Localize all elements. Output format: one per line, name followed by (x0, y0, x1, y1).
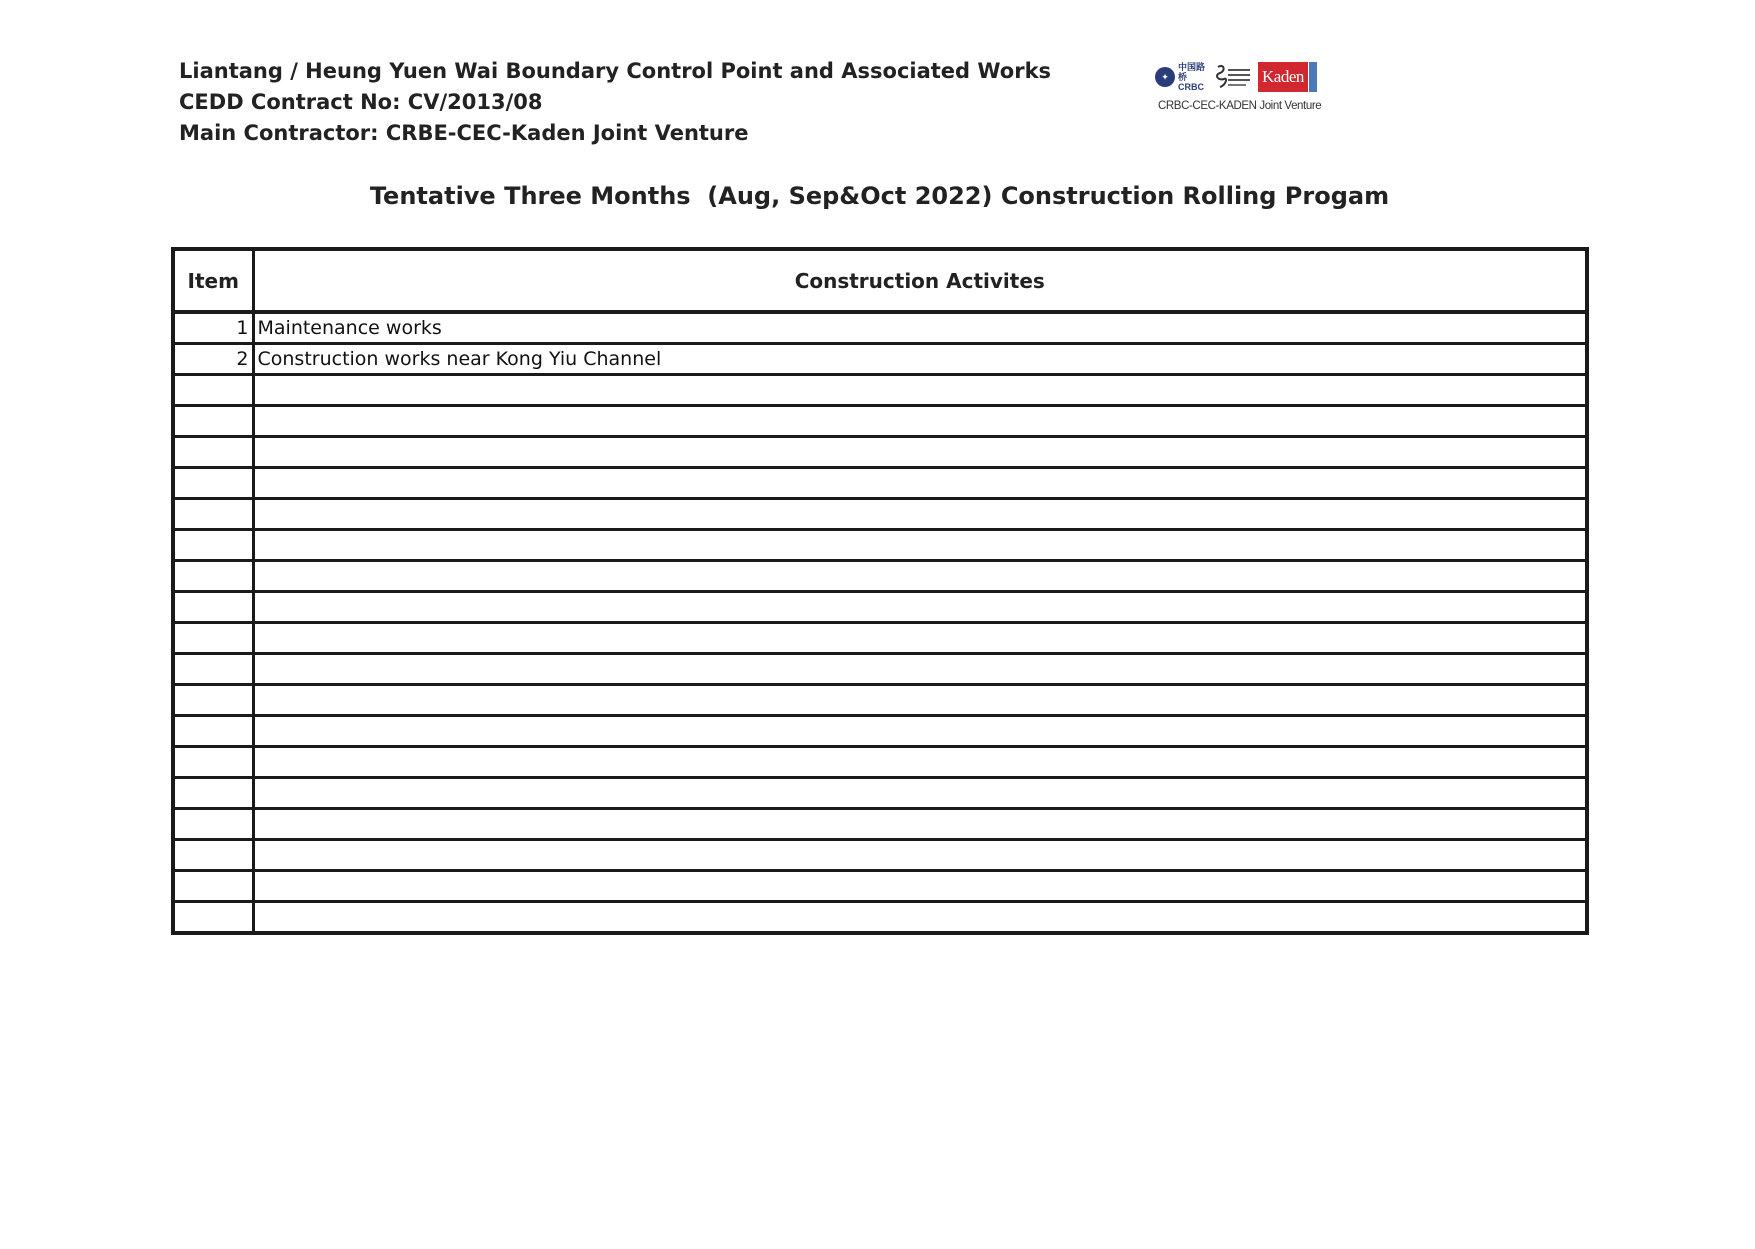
item-number-cell (173, 871, 253, 902)
item-number-cell (173, 623, 253, 654)
item-number-cell (173, 375, 253, 406)
column-header-activities: Construction Activites (253, 249, 1587, 312)
table-row (173, 902, 1587, 934)
table-row (173, 871, 1587, 902)
activity-cell (253, 778, 1587, 809)
logo-caption: CRBC-CEC-KADEN Joint Venture (1158, 100, 1322, 112)
table-row (173, 623, 1587, 654)
document-title (0, 182, 1755, 210)
item-number-cell (173, 716, 253, 747)
table-row (173, 654, 1587, 685)
table-row (173, 437, 1587, 468)
activity-cell (253, 685, 1587, 716)
kaden-logo-text: Kaden (1258, 62, 1308, 92)
item-number-cell (173, 778, 253, 809)
item-number-cell (173, 406, 253, 437)
table-header-row (173, 249, 1587, 312)
item-number-cell (173, 592, 253, 623)
document-title-text: Tentative Three Months (Aug, Sep&Oct 2022) Construction Rolling Progam (369, 182, 1390, 210)
item-number-cell: 2 (173, 344, 253, 375)
item-number-cell (173, 747, 253, 778)
item-number-cell (173, 654, 253, 685)
activity-cell (253, 499, 1587, 530)
construction-activities-table (171, 247, 1589, 935)
item-number-cell (173, 499, 253, 530)
table-row (173, 747, 1587, 778)
activity-cell (253, 716, 1587, 747)
activity-cell: Construction works near Kong Yiu Channel (253, 344, 1587, 375)
activity-cell (253, 871, 1587, 902)
table-row (173, 344, 1587, 375)
crbc-logo-text: 中国路桥 CRBC (1178, 62, 1206, 92)
cec-logo-icon (1214, 63, 1252, 91)
table-row (173, 375, 1587, 406)
kaden-logo-side-icon (1309, 62, 1317, 92)
item-number-cell (173, 809, 253, 840)
joint-venture-logo (1153, 58, 1322, 118)
table-row (173, 809, 1587, 840)
table-row (173, 592, 1587, 623)
table-row (173, 312, 1587, 344)
activity-cell (253, 623, 1587, 654)
activity-cell (253, 468, 1587, 499)
activity-cell (253, 437, 1587, 468)
activity-cell (253, 809, 1587, 840)
activity-cell (253, 406, 1587, 437)
item-number-cell (173, 437, 253, 468)
item-number-cell (173, 685, 253, 716)
item-number-cell (173, 530, 253, 561)
item-number-cell (173, 840, 253, 871)
item-number-cell (173, 902, 253, 934)
activity-cell (253, 902, 1587, 934)
table-row (173, 716, 1587, 747)
table-body (173, 312, 1587, 933)
item-number-cell (173, 561, 253, 592)
logo-marks (1155, 60, 1317, 94)
table-row (173, 499, 1587, 530)
activity-cell (253, 747, 1587, 778)
item-number-cell: 1 (173, 312, 253, 344)
table-row (173, 561, 1587, 592)
project-header (179, 56, 1051, 149)
crbc-logo-icon: ✦ (1155, 67, 1175, 87)
activity-cell: Maintenance works (253, 312, 1587, 344)
activity-cell (253, 561, 1587, 592)
table-row (173, 685, 1587, 716)
table-row (173, 468, 1587, 499)
item-number-cell (173, 468, 253, 499)
activity-cell (253, 530, 1587, 561)
activity-cell (253, 592, 1587, 623)
table-row (173, 530, 1587, 561)
activity-cell (253, 654, 1587, 685)
activity-cell (253, 375, 1587, 406)
table-row (173, 778, 1587, 809)
table-row (173, 840, 1587, 871)
main-contractor: Main Contractor: CRBE-CEC-Kaden Joint Venture (179, 121, 749, 145)
activity-cell (253, 840, 1587, 871)
column-header-item: Item (173, 249, 253, 312)
contract-number: CEDD Contract No: CV/2013/08 (179, 90, 543, 114)
project-name: Liantang / Heung Yuen Wai Boundary Control Point and Associated Works (179, 59, 1052, 83)
table-row (173, 406, 1587, 437)
